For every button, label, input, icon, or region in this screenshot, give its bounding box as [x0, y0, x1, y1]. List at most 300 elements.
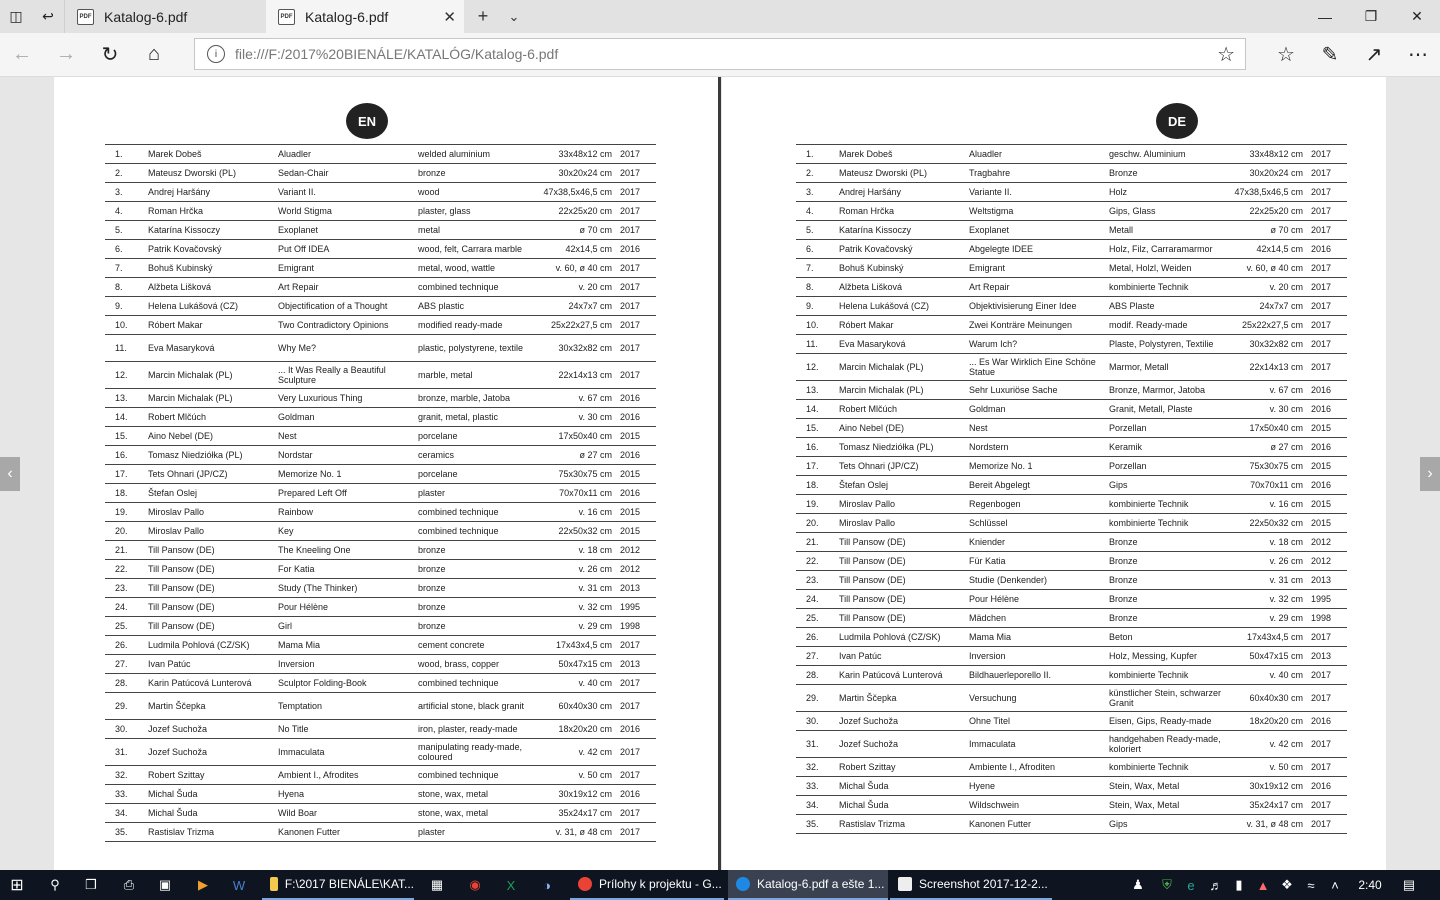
info-icon[interactable]: i	[207, 45, 225, 63]
dimensions: 60x40x30 cm	[1227, 685, 1311, 712]
artist-name: Robert Mlčúch	[839, 400, 969, 419]
artist-name: Ivan Patúc	[839, 647, 969, 666]
table-row	[105, 655, 656, 674]
dimensions: 25x22x27,5 cm	[536, 316, 620, 335]
artist-name: Marcin Michalak (PL)	[839, 381, 969, 400]
dimensions: 47x38,5x46,5 cm	[1227, 183, 1311, 202]
row-number: 27.	[105, 655, 148, 674]
material: wood	[418, 183, 536, 202]
table-row	[796, 796, 1347, 815]
media-player-app-icon[interactable]: ▶	[198, 877, 208, 892]
dimensions: 17x43x4,5 cm	[536, 636, 620, 655]
dimensions: ø 70 cm	[536, 221, 620, 240]
artwork-title: Abgelegte IDEE	[969, 240, 1109, 259]
artist-name: Jozef Suchoža	[148, 739, 278, 766]
row-number: 34.	[796, 796, 839, 815]
table-row	[796, 609, 1347, 628]
year: 2017	[620, 693, 656, 720]
year: 2017	[620, 221, 656, 240]
row-number: 26.	[796, 628, 839, 647]
navigation-bar	[0, 33, 1440, 77]
artwork-title: Art Repair	[278, 278, 418, 297]
artwork-title: Hyene	[969, 777, 1109, 796]
dimensions: v. 18 cm	[1227, 533, 1311, 552]
artist-name: Marek Dobeš	[839, 145, 969, 164]
image-icon	[898, 877, 912, 891]
year: 2017	[1311, 164, 1347, 183]
dimensions: 30x20x24 cm	[1227, 164, 1311, 183]
year: 2015	[1311, 419, 1347, 438]
artwork-title: Mama Mia	[969, 628, 1109, 647]
table-row	[105, 145, 656, 164]
edge-tray-icon[interactable]: e	[1187, 877, 1195, 893]
year: 1998	[1311, 609, 1347, 628]
dimensions: 30x32x82 cm	[536, 335, 620, 362]
year: 2017	[620, 362, 656, 389]
dimensions: v. 29 cm	[536, 617, 620, 636]
dimensions: 70x70x11 cm	[1227, 476, 1311, 495]
taskbar-app-chrome[interactable]	[570, 870, 724, 900]
row-number: 24.	[796, 590, 839, 609]
year: 2016	[1311, 240, 1347, 259]
back-button[interactable]: ←	[12, 43, 32, 65]
row-number: 31.	[105, 739, 148, 766]
search-icon[interactable]: ⚲	[50, 877, 60, 892]
row-number: 5.	[105, 221, 148, 240]
tab-2[interactable]	[266, 0, 464, 33]
material: combined technique	[418, 766, 536, 785]
volume-icon[interactable]: ♬	[1209, 877, 1223, 893]
windows-start-icon[interactable]: ⊞	[10, 877, 24, 894]
wifi-icon[interactable]: ≈	[1307, 877, 1315, 893]
alert-icon[interactable]: ▲	[1256, 877, 1270, 893]
year: 2015	[1311, 457, 1347, 476]
year: 2016	[1311, 400, 1347, 419]
table-row	[796, 419, 1347, 438]
year: 2017	[1311, 278, 1347, 297]
dimensions: v. 31 cm	[1227, 571, 1311, 590]
artwork-title: Nordstar	[278, 446, 418, 465]
dropbox-icon[interactable]: ❖	[1281, 877, 1293, 892]
favorite-star-icon[interactable]: ☆	[1217, 43, 1235, 66]
artist-name: Robert Mlčúch	[148, 408, 278, 427]
table-row	[105, 598, 656, 617]
row-number: 17.	[105, 465, 148, 484]
material: combined technique	[418, 522, 536, 541]
dimensions: 60x40x30 cm	[536, 693, 620, 720]
year: 2017	[1311, 297, 1347, 316]
row-number: 11.	[105, 335, 148, 362]
year: 2017	[620, 636, 656, 655]
material: porcelane	[418, 427, 536, 446]
table-row	[796, 297, 1347, 316]
dimensions: 17x50x40 cm	[1227, 419, 1311, 438]
row-number: 2.	[796, 164, 839, 183]
table-row	[796, 316, 1347, 335]
year: 2017	[1311, 145, 1347, 164]
artist-name: Jozef Suchoža	[148, 720, 278, 739]
close-tab-icon[interactable]: ✕	[443, 8, 456, 26]
excel-app-icon[interactable]: X	[506, 877, 516, 893]
artist-name: Aino Nebel (DE)	[839, 419, 969, 438]
artwork-title: Girl	[278, 617, 418, 636]
year: 2016	[1311, 438, 1347, 457]
artwork-title: Aluadler	[278, 145, 418, 164]
year: 2016	[620, 720, 656, 739]
dimensions: 30x20x24 cm	[536, 164, 620, 183]
page-german	[722, 77, 1386, 870]
artwork-title: Exoplanet	[969, 221, 1109, 240]
material: Porzellan	[1109, 419, 1227, 438]
artist-name: Karin Patúcová Lunterová	[148, 674, 278, 693]
material: Bronze, Marmor, Jatoba	[1109, 381, 1227, 400]
material: wood, felt, Carrara marble	[418, 240, 536, 259]
year: 2017	[1311, 796, 1347, 815]
tab-list-chevron-icon[interactable]: ⌄	[508, 8, 520, 24]
row-number: 16.	[796, 438, 839, 457]
pdf-icon: PDF	[77, 9, 94, 25]
year: 2015	[620, 465, 656, 484]
material: Plaste, Polystyren, Textilie	[1109, 335, 1227, 354]
artwork-title: Variant II.	[278, 183, 418, 202]
dimensions: 30x32x82 cm	[1227, 335, 1311, 354]
row-number: 22.	[105, 560, 148, 579]
dimensions: 22x50x32 cm	[536, 522, 620, 541]
row-number: 33.	[796, 777, 839, 796]
artwork-title: Ohne Titel	[969, 712, 1109, 731]
table-row	[796, 712, 1347, 731]
material: Bronze	[1109, 609, 1227, 628]
table-row	[796, 476, 1347, 495]
word-app-icon[interactable]: W	[232, 877, 246, 893]
year: 2017	[1311, 666, 1347, 685]
minimize-button[interactable]: —	[1318, 8, 1332, 25]
year: 2017	[620, 164, 656, 183]
artwork-title: Schlüssel	[969, 514, 1109, 533]
row-number: 20.	[105, 522, 148, 541]
dimensions: 35x24x17 cm	[536, 804, 620, 823]
printer-app-icon[interactable]: ⎙	[123, 877, 135, 892]
dimensions: v. 30 cm	[1227, 400, 1311, 419]
home-button[interactable]: ⌂	[147, 43, 161, 65]
chevron-up-icon[interactable]: ˄	[1331, 877, 1339, 893]
dimensions: v. 60, ø 40 cm	[536, 259, 620, 278]
row-number: 35.	[105, 823, 148, 842]
material: ceramics	[418, 446, 536, 465]
material: Holz, Filz, Carraramarmor	[1109, 240, 1227, 259]
row-number: 2.	[105, 164, 148, 183]
year: 2017	[1311, 685, 1347, 712]
row-number: 4.	[105, 202, 148, 221]
row-number: 14.	[105, 408, 148, 427]
table-row	[105, 617, 656, 636]
artwork-title: Ambiente I., Afroditen	[969, 758, 1109, 777]
table-row	[105, 202, 656, 221]
artist-name: Till Pansow (DE)	[839, 571, 969, 590]
material: bronze	[418, 560, 536, 579]
artist-name: Marcin Michalak (PL)	[839, 354, 969, 381]
material: porcelane	[418, 465, 536, 484]
year: 2016	[620, 240, 656, 259]
forward-button[interactable]: →	[56, 43, 76, 65]
artist-name: Michal Šuda	[839, 796, 969, 815]
taskbar-app-edge[interactable]	[728, 870, 888, 900]
artwork-title: Mama Mia	[278, 636, 418, 655]
table-row	[796, 240, 1347, 259]
material: Beton	[1109, 628, 1227, 647]
artist-name: Bohuš Kubinský	[148, 259, 278, 278]
artist-name: Michal Šuda	[148, 785, 278, 804]
material: Stein, Wax, Metal	[1109, 777, 1227, 796]
notifications-icon[interactable]: ▤	[1402, 877, 1416, 892]
row-number: 9.	[796, 297, 839, 316]
tab-preview-icon[interactable]: ◫	[9, 8, 23, 24]
tab-1[interactable]	[64, 0, 266, 33]
table-row	[796, 354, 1347, 381]
calculator-app-icon[interactable]: ▦	[430, 877, 444, 892]
dimensions: 22x50x32 cm	[1227, 514, 1311, 533]
row-number: 34.	[105, 804, 148, 823]
artist-name: Marek Dobeš	[148, 145, 278, 164]
material: Bronze	[1109, 590, 1227, 609]
network-app-icon[interactable]: ◑	[543, 877, 551, 893]
chrome-app-icon[interactable]: ◉	[469, 877, 481, 892]
battery-icon[interactable]: ▮	[1235, 877, 1243, 892]
year: 2016	[620, 389, 656, 408]
close-window-button[interactable]: ✕	[1411, 8, 1423, 24]
material: metal, wood, wattle	[418, 259, 536, 278]
dimensions: v. 16 cm	[536, 503, 620, 522]
table-row	[796, 647, 1347, 666]
artist-name: Miroslav Pallo	[148, 503, 278, 522]
dimensions: 22x25x20 cm	[1227, 202, 1311, 221]
artist-name: Ludmila Pohlová (CZ/SK)	[148, 636, 278, 655]
address-bar[interactable]	[194, 38, 1246, 70]
row-number: 7.	[796, 259, 839, 278]
artist-name: Till Pansow (DE)	[839, 533, 969, 552]
table-row	[796, 457, 1347, 476]
artist-name: Katarína Kissoczy	[839, 221, 969, 240]
table-row	[105, 560, 656, 579]
new-tab-button[interactable]: +	[477, 6, 489, 26]
artist-name: Róbert Makar	[148, 316, 278, 335]
dimensions: 35x24x17 cm	[1227, 796, 1311, 815]
artist-name: Robert Szittay	[839, 758, 969, 777]
artwork-title: Put Off IDEA	[278, 240, 418, 259]
material: Bronze	[1109, 164, 1227, 183]
table-row	[796, 400, 1347, 419]
material: künstlicher Stein, schwarzer Granit	[1109, 685, 1227, 712]
material: kombinierte Technik	[1109, 666, 1227, 685]
refresh-button[interactable]: ↻	[101, 44, 119, 66]
row-number: 15.	[796, 419, 839, 438]
material: bronze	[418, 164, 536, 183]
artwork-title: Warum Ich?	[969, 335, 1109, 354]
clock[interactable]: 2:40	[1358, 878, 1382, 892]
year: 2017	[1311, 628, 1347, 647]
material: modif. Ready-made	[1109, 316, 1227, 335]
material: artificial stone, black granit	[418, 693, 536, 720]
year: 2016	[1311, 381, 1347, 400]
material: Granit, Metall, Plaste	[1109, 400, 1227, 419]
set-aside-tabs-icon[interactable]: ↩	[42, 8, 54, 24]
material: plaster, glass	[418, 202, 536, 221]
table-row	[105, 541, 656, 560]
catalog-table-en	[105, 144, 656, 842]
dimensions: 75x30x75 cm	[536, 465, 620, 484]
material: Marmor, Metall	[1109, 354, 1227, 381]
dimensions: 24x7x7 cm	[1227, 297, 1311, 316]
task-view-icon[interactable]: ❒	[85, 877, 97, 892]
table-row	[105, 766, 656, 785]
material: combined technique	[418, 278, 536, 297]
artist-name: Tomasz Niedziółka (PL)	[839, 438, 969, 457]
table-row	[105, 335, 656, 362]
year: 2017	[620, 259, 656, 278]
artwork-title: The Kneeling One	[278, 541, 418, 560]
table-row	[105, 674, 656, 693]
table-row	[105, 785, 656, 804]
table-row	[796, 514, 1347, 533]
artwork-title: Emigrant	[969, 259, 1109, 278]
artwork-title: Inversion	[278, 655, 418, 674]
row-number: 12.	[796, 354, 839, 381]
year: 2016	[1311, 777, 1347, 796]
table-row	[796, 381, 1347, 400]
artwork-title: Wildschwein	[969, 796, 1109, 815]
share-icon[interactable]: ↗	[1365, 44, 1383, 66]
year: 2015	[1311, 495, 1347, 514]
artist-name: Marcin Michalak (PL)	[148, 389, 278, 408]
table-row	[796, 628, 1347, 647]
material: Bronze	[1109, 571, 1227, 590]
favorites-hub-icon[interactable]: ☆	[1277, 44, 1295, 66]
year: 2015	[620, 427, 656, 446]
artwork-title: Memorize No. 1	[969, 457, 1109, 476]
row-number: 24.	[105, 598, 148, 617]
dimensions: v. 67 cm	[536, 389, 620, 408]
row-number: 6.	[796, 240, 839, 259]
year: 2017	[1311, 815, 1347, 834]
artwork-title: Studie (Denkender)	[969, 571, 1109, 590]
taskbar-app-label: Prílohy k projektu - G...	[599, 877, 722, 891]
artwork-title: Inversion	[969, 647, 1109, 666]
artist-name: Bohuš Kubinský	[839, 259, 969, 278]
artwork-title: Pour Hélène	[969, 590, 1109, 609]
more-menu-icon[interactable]: ⋯	[1408, 44, 1428, 66]
artist-name: Rastislav Trizma	[839, 815, 969, 834]
artwork-title: Sedan-Chair	[278, 164, 418, 183]
artwork-title: Variante II.	[969, 183, 1109, 202]
artwork-title: Ambient I., Afrodites	[278, 766, 418, 785]
artist-name: Till Pansow (DE)	[148, 579, 278, 598]
row-number: 32.	[105, 766, 148, 785]
material: kombinierte Technik	[1109, 495, 1227, 514]
artist-name: Miroslav Pallo	[839, 495, 969, 514]
year: 2016	[620, 785, 656, 804]
previous-page-chevron-icon[interactable]: ‹	[0, 457, 20, 491]
material: Porzellan	[1109, 457, 1227, 476]
table-row	[105, 636, 656, 655]
table-row	[105, 362, 656, 389]
artwork-title: Tragbahre	[969, 164, 1109, 183]
artwork-title: Very Luxurious Thing	[278, 389, 418, 408]
artwork-title: Goldman	[278, 408, 418, 427]
dimensions: v. 31, ø 48 cm	[536, 823, 620, 842]
material: bronze	[418, 617, 536, 636]
year: 2017	[620, 823, 656, 842]
store-app-icon[interactable]: ▣	[158, 877, 172, 892]
row-number: 11.	[796, 335, 839, 354]
dimensions: 18x20x20 cm	[1227, 712, 1311, 731]
year: 2016	[620, 484, 656, 503]
pdf-icon: PDF	[278, 9, 295, 25]
dimensions: v. 50 cm	[536, 766, 620, 785]
artist-name: Aino Nebel (DE)	[148, 427, 278, 446]
artist-name: Alžbeta Lišková	[839, 278, 969, 297]
year: 2017	[1311, 758, 1347, 777]
web-note-pen-icon[interactable]: ✎	[1321, 44, 1339, 66]
artwork-title: Nest	[969, 419, 1109, 438]
year: 2016	[620, 408, 656, 427]
material: Metal, Holzl, Weiden	[1109, 259, 1227, 278]
artwork-title: ... It Was Really a Beautiful Sculpture	[278, 362, 418, 389]
dimensions: v. 67 cm	[1227, 381, 1311, 400]
material: cement concrete	[418, 636, 536, 655]
artist-name: Alžbeta Lišková	[148, 278, 278, 297]
security-shield-icon[interactable]: ⛨	[1162, 877, 1172, 892]
year: 2013	[1311, 571, 1347, 590]
dimensions: 25x22x27,5 cm	[1227, 316, 1311, 335]
artist-name: Róbert Makar	[839, 316, 969, 335]
dimensions: ø 70 cm	[1227, 221, 1311, 240]
table-row	[105, 221, 656, 240]
artist-name: Tets Ohnari (JP/CZ)	[839, 457, 969, 476]
table-row	[796, 533, 1347, 552]
year: 2017	[620, 202, 656, 221]
next-page-chevron-icon[interactable]: ›	[1420, 457, 1440, 491]
restore-button[interactable]: ❐	[1364, 8, 1378, 24]
material: iron, plaster, ready-made	[418, 720, 536, 739]
table-row	[796, 666, 1347, 685]
artwork-title: Goldman	[969, 400, 1109, 419]
artwork-title: World Stigma	[278, 202, 418, 221]
row-number: 14.	[796, 400, 839, 419]
artwork-title: Sculptor Folding-Book	[278, 674, 418, 693]
row-number: 17.	[796, 457, 839, 476]
row-number: 28.	[105, 674, 148, 693]
artwork-title: Key	[278, 522, 418, 541]
artwork-title: Wild Boar	[278, 804, 418, 823]
people-icon[interactable]: ♟	[1132, 877, 1144, 892]
artwork-title: ... Es War Wirklich Eine Schöne Statue	[969, 354, 1109, 381]
artwork-title: Prepared Left Off	[278, 484, 418, 503]
table-row	[796, 221, 1347, 240]
taskbar-app-screenshot[interactable]	[890, 870, 1052, 900]
row-number: 5.	[796, 221, 839, 240]
year: 1995	[620, 598, 656, 617]
material: wood, brass, copper	[418, 655, 536, 674]
row-number: 15.	[105, 427, 148, 446]
artist-name: Miroslav Pallo	[839, 514, 969, 533]
dimensions: 22x14x13 cm	[536, 362, 620, 389]
dimensions: v. 42 cm	[1227, 731, 1311, 758]
table-row	[105, 720, 656, 739]
table-row	[796, 495, 1347, 514]
table-row	[796, 552, 1347, 571]
row-number: 10.	[105, 316, 148, 335]
taskbar-app-explorer[interactable]	[262, 870, 414, 900]
